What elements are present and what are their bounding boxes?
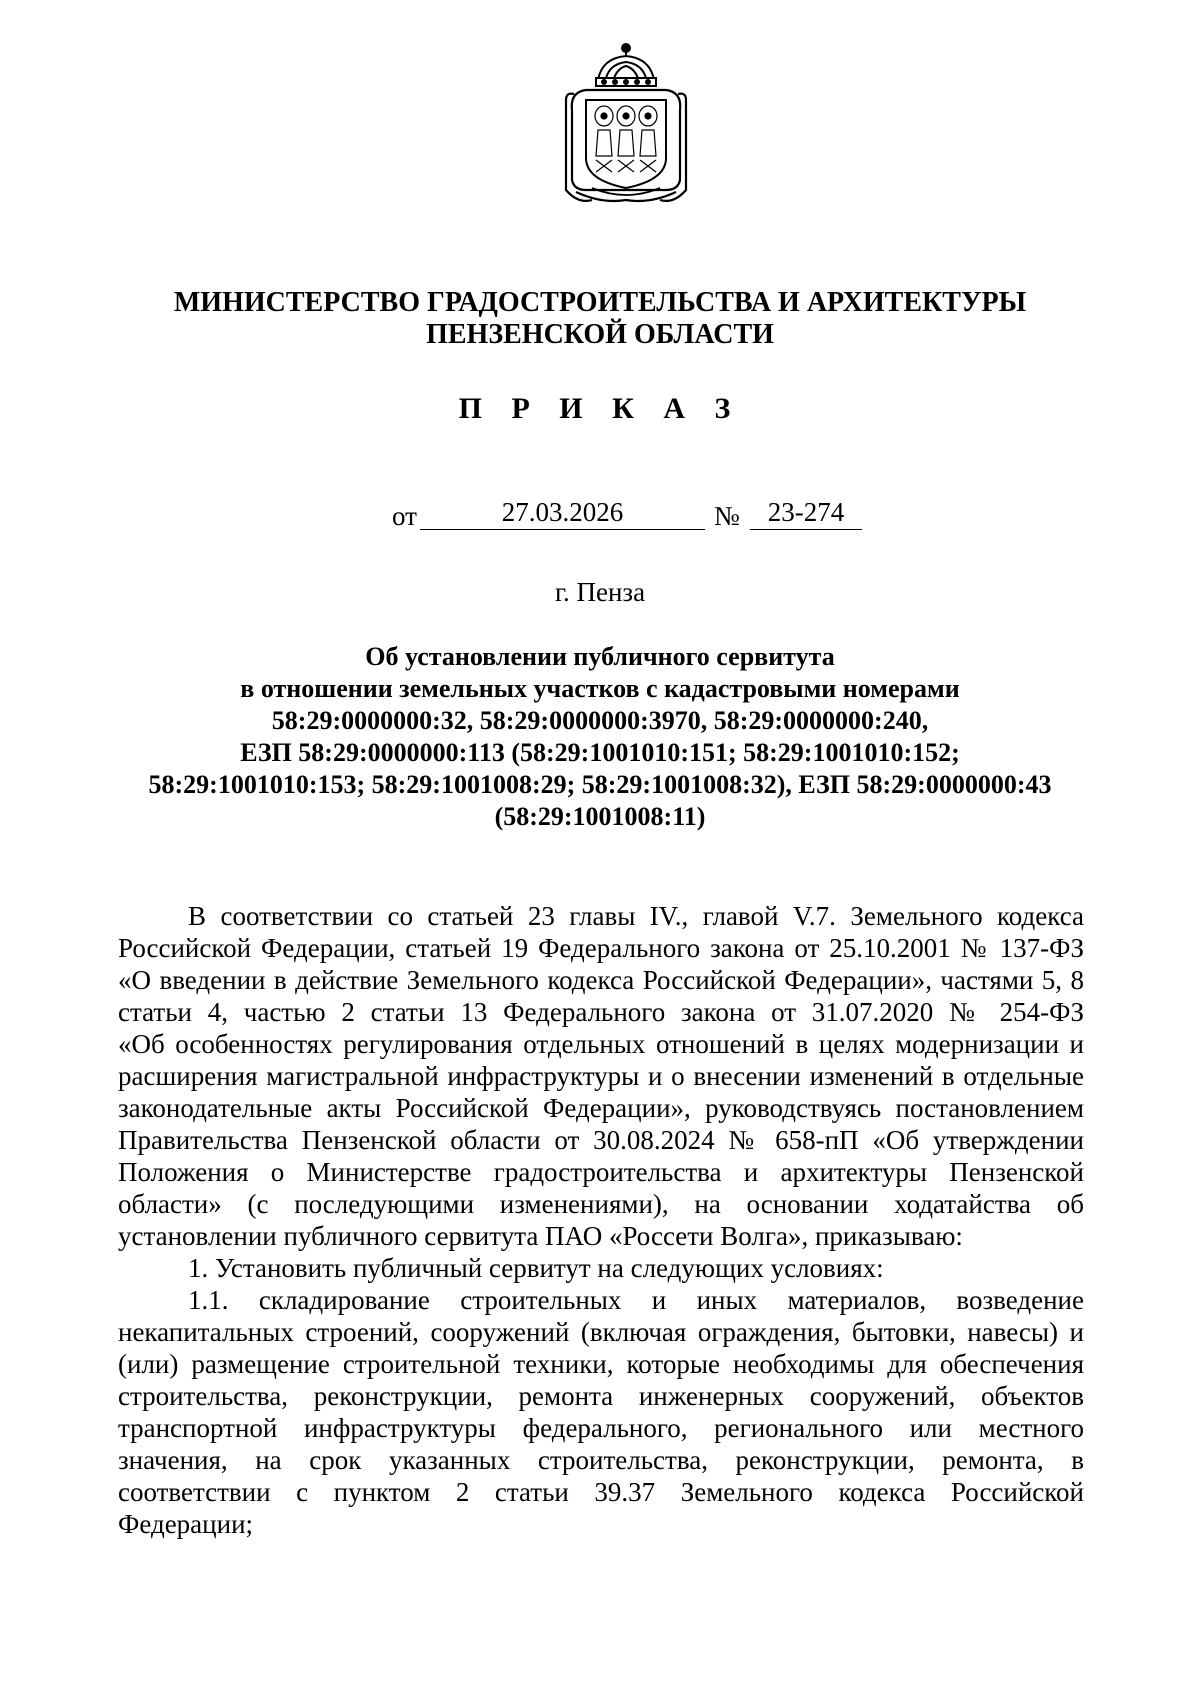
subject-line: ЕЗП 58:29:0000000:113 (58:29:1001010:151; 58:29:1001010:152; [240,738,960,767]
subject-line: Об установлении публичного сервитута [365,642,835,671]
preamble-line: установлении публичного сервитута ПАО «Россети Волга», приказываю: [118,1221,963,1251]
subject-line: 58:29:1001010:153; 58:29:1001008:29; 58:29:1001008:32), ЕЗП 58:29:0000000:43 [148,770,1052,799]
order-item-1-1-line: транспортной инфраструктуры федерального, регионального или местного [118,1413,1084,1443]
preamble-line: Правительства Пензенской области от 30.08.2024 № 658-пП «Об утверждении [118,1125,1084,1155]
order-number: 23-274 [750,497,862,530]
preamble-line: «Об особенностях регулирования отдельных отношений в целях модернизации и [118,1029,1084,1059]
preamble-line: статьи 4, частью 2 статьи 13 Федерального закона от 31.07.2020 № 254-ФЗ [118,997,1084,1027]
preamble-line: «О введении в действие Земельного кодекса Российской Федерации», частями 5, 8 [118,965,1084,995]
order-item-1-1-line: строительства, реконструкции, ремонта инженерных сооружений, объектов [118,1381,1084,1411]
date-label: от [392,501,417,531]
coat-of-arms-icon [562,40,690,208]
order-item-1-1-line: соответствии с пунктом 2 статьи 39.37 Земельного кодекса Российской [118,1477,1084,1507]
preamble-line: законодательные акты Российской Федерации», руководствуясь постановлением [118,1093,1084,1123]
document-type-title: П Р И К А З [458,392,742,425]
preamble-line: Российской Федерации, статьей 19 Федерального закона от 25.10.2001 № 137-ФЗ [118,933,1084,963]
order-item-1-1-line: значения, на срок указанных строительства, реконструкции, ремонта, в [118,1445,1084,1475]
order-item-1-1-line: некапитальных строений, сооружений (включая ограждения, бытовки, навесы) и [118,1317,1084,1347]
preamble-line: В соответствии со статьей 23 главы IV., главой V.7. Земельного кодекса [188,901,1084,931]
subject-line: в отношении земельных участков с кадастровыми номерами [240,674,960,703]
order-date: 27.03.2026 [420,497,705,530]
city-name: г. Пенза [554,577,646,607]
date-number-row [0,497,1200,537]
subject-line: (58:29:1001008:11) [494,802,706,831]
subject-line: 58:29:0000000:32, 58:29:0000000:3970, 58:29:0000000:240, [271,706,929,735]
preamble-line: Положения о Министерстве градостроительства и архитектуры Пензенской [118,1157,1084,1187]
preamble-line: области» (с последующими изменениями), на основании ходатайства об [118,1189,1084,1219]
number-label: № [714,501,740,531]
order-item-1-1-line: 1.1. складирование строительных и иных материалов, возведение [188,1285,1084,1315]
coat-of-arms-emblem [562,40,690,208]
preamble-line: расширения магистральной инфраструктуры и о внесении изменений в отдельные [118,1061,1084,1091]
order-item-1-1-line: (или) размещение строительной техники, которые необходимы для обеспечения [118,1349,1084,1379]
order-item-1-1-line: Федерации; [118,1509,254,1539]
ministry-name-line2: ПЕНЗЕНСКОЙ ОБЛАСТИ [426,319,774,350]
order-item-1: 1. Установить публичный сервитут на следующих условиях: [188,1253,884,1283]
ministry-name-line1: МИНИСТЕРСТВО ГРАДОСТРОИТЕЛЬСТВА И АРХИТЕКТУРЫ [173,287,1027,318]
